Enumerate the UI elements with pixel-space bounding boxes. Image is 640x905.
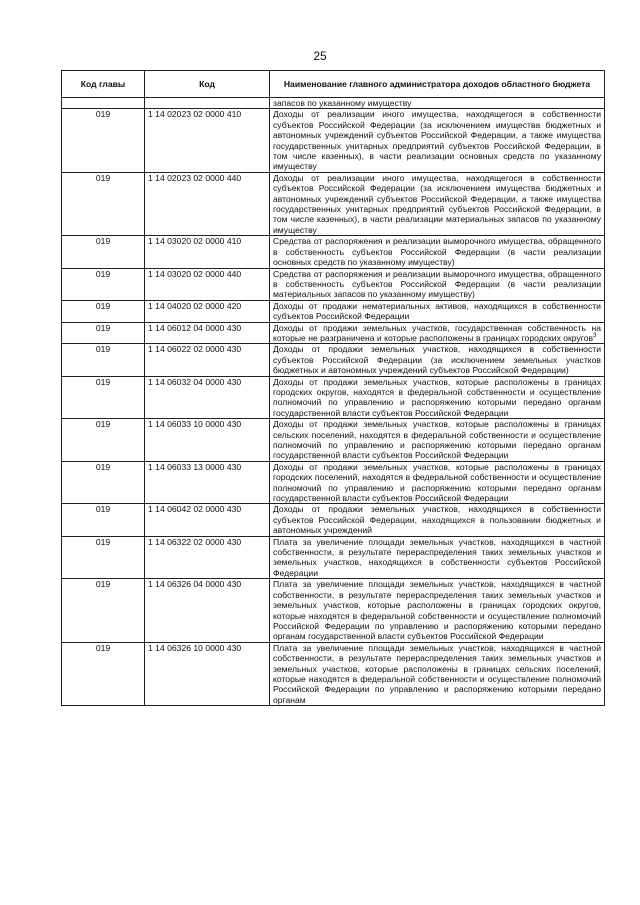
revenue-name-cell <box>270 236 605 268</box>
revenue-name-text: Плата за увеличение площади земельных участков, находящихся в частной собственности, в результате перераспределения таких земельных участков и земельных участков, которые расположены в границах сельских поселений, которые находятся в федеральной собственности и осуществление полномочий Российской Федерации по управлению и распоряжению которыми передано органам <box>273 642 601 705</box>
page-number: 25 <box>313 49 327 63</box>
budget-code-cell: 1 14 06033 13 0000 430 <box>145 461 270 504</box>
code-cell <box>145 98 270 109</box>
table-row <box>62 109 605 172</box>
table-row <box>62 642 605 705</box>
revenue-name-text: Доходы от реализации иного имущества, находящегося в собственности субъектов Российской Федерации (за исключением имущества бюджетных и автономных учреждений субъектов Российской Федерации, а также имущества государственных унитарных предприятий субъектов Российской Федерации, в том числе казенных), в части реализации основных средств по указанному имуществу <box>273 109 601 172</box>
chapter-code-cell: 019 <box>62 322 145 344</box>
budget-code-cell: 1 14 04020 02 0000 420 <box>145 300 270 322</box>
table-row <box>62 172 605 235</box>
footnote-marker: 3 <box>593 333 597 340</box>
budget-code-cell: 1 14 03020 02 0000 440 <box>145 268 270 300</box>
continuation-row <box>62 98 605 109</box>
chapter-code-cell: 019 <box>62 536 145 579</box>
revenue-name-cell <box>270 109 605 172</box>
table-row <box>62 300 605 322</box>
budget-code-cell: 1 14 06022 02 0000 430 <box>145 344 270 376</box>
budget-code-cell: 1 14 02023 02 0000 440 <box>145 172 270 235</box>
table-row <box>62 344 605 376</box>
chapter-code-cell: 019 <box>62 419 145 462</box>
revenue-name-cell <box>270 322 605 344</box>
revenue-name-cell <box>270 579 605 642</box>
revenue-name-text: Доходы от продажи земельных участков, которые расположены в границах городских округов, находятся в федеральной собственности и осуществление полномочий по управлению и распоряжению которыми передано органам государственной власти субъектов Российской Федерации <box>273 376 601 418</box>
chapter-code-cell: 019 <box>62 109 145 172</box>
revenue-name-text: Доходы от продажи нематериальных активов, находящихся в собственности субъектов Российской Федерации <box>273 300 601 322</box>
revenue-name-text: Плата за увеличение площади земельных участков, находящихся в частной собственности, в результате перераспределения таких земельных участков и земельных участков, находящихся в собственности субъектов Российской Федерации <box>273 536 601 578</box>
table-row <box>62 268 605 300</box>
revenue-name-text: Средства от распоряжения и реализации выморочного имущества, обращенного в собственность субъектов Российской Федерации (в части реализации материальных запасов по указанному имуществу) <box>273 268 601 300</box>
table-row <box>62 376 605 419</box>
chapter-code-cell: 019 <box>62 300 145 322</box>
chapter-code-cell: 019 <box>62 268 145 300</box>
budget-code-cell: 1 14 06326 10 0000 430 <box>145 642 270 705</box>
budget-code-cell: 1 14 06012 04 0000 430 <box>145 322 270 344</box>
revenue-name-cell <box>270 344 605 376</box>
revenue-name-text: Доходы от продажи земельных участков, находящихся в собственности субъектов Российской Федерации, находящихся в пользовании бюджетных и автономных учреждений <box>273 504 601 536</box>
table-row <box>62 579 605 642</box>
revenue-name-text: Доходы от продажи земельных участков, которые расположены в границах городских поселений, находятся в федеральной собственности и осуществление полномочий по управлению и распоряжению которыми передано органам государственной власти субъектов Российской Федерации <box>273 461 601 504</box>
header-admin-name: Наименование главного администратора доходов областного бюджета <box>270 71 605 98</box>
chapter-code-cell: 019 <box>62 504 145 536</box>
revenue-name-text: Плата за увеличение площади земельных участков, находящихся в частной собственности, в результате перераспределения таких земельных участков и земельных участков, которые расположены в границах городских округов, которые находятся в федеральной собственности и осуществление полномочий Российской Федерации по управлению и распоряжению которыми передано органам государственной власти субъектов Российской Федерации <box>273 579 601 642</box>
revenue-name-cell <box>270 268 605 300</box>
budget-code-cell: 1 14 02023 02 0000 410 <box>145 109 270 172</box>
chapter-code-cell: 019 <box>62 236 145 268</box>
revenue-name-cell <box>270 172 605 235</box>
chapter-code-cell: 019 <box>62 461 145 504</box>
revenue-name-cell <box>270 536 605 579</box>
table-row <box>62 236 605 268</box>
chapter-code-cell: 019 <box>62 376 145 419</box>
revenue-name-text: Доходы от продажи земельных участков, которые расположены в границах сельских поселений, находятся в федеральной собственности и осуществление полномочий по управлению и распоряжению которыми передано органам государственной власти субъектов Российской Федерации <box>273 419 601 461</box>
revenue-name-text: Средства от распоряжения и реализации выморочного имущества, обращенного в собственность субъектов Российской Федерации (в части реализации основных средств по указанному имуществу) <box>273 236 601 268</box>
table-row <box>62 536 605 579</box>
chapter-code-cell: 019 <box>62 579 145 642</box>
revenue-name-text: Доходы от реализации иного имущества, находящегося в собственности субъектов Российской Федерации (за исключением имущества бюджетных и автономных учреждений субъектов Российской Федерации, а также имущества государственных унитарных предприятий субъектов Российской Федерации, в том числе казенных), в части реализации материальных запасов по указанному имуществу <box>273 172 601 235</box>
revenue-name-text: Доходы от продажи земельных участков, государственная собственность на которые не разграничена и которые расположены в границах городских округов <box>273 322 601 343</box>
table-row <box>62 322 605 344</box>
revenue-name-text: Доходы от продажи земельных участков, находящихся в собственности субъектов Российской Федерации (за исключением земельных участков бюджетных и автономных учреждений субъектов Российской Федерации) <box>273 344 601 376</box>
chapter-code-cell: 019 <box>62 172 145 235</box>
revenue-name-cell <box>270 419 605 462</box>
revenue-name-cell <box>270 504 605 536</box>
table-row <box>62 461 605 504</box>
budget-code-cell: 1 14 06326 04 0000 430 <box>145 579 270 642</box>
header-code: Код <box>145 71 270 98</box>
revenue-administrators-table <box>61 70 605 706</box>
budget-code-cell: 1 14 06032 04 0000 430 <box>145 376 270 419</box>
revenue-name-cell <box>270 461 605 504</box>
revenue-name-cell <box>270 376 605 419</box>
budget-code-cell: 1 14 03020 02 0000 410 <box>145 236 270 268</box>
chapter-code-cell: 019 <box>62 344 145 376</box>
budget-code-cell: 1 14 06042 02 0000 430 <box>145 504 270 536</box>
revenue-name-cell <box>270 642 605 705</box>
revenue-name-cell <box>270 300 605 322</box>
header-chapter-code: Код главы <box>62 71 145 98</box>
budget-code-cell: 1 14 06322 02 0000 430 <box>145 536 270 579</box>
chapter-cell <box>62 98 145 109</box>
table-row <box>62 419 605 462</box>
table-header-row <box>62 71 605 98</box>
chapter-code-cell: 019 <box>62 642 145 705</box>
continuation-text: запасов по указанному имуществу <box>270 98 605 109</box>
budget-code-cell: 1 14 06033 10 0000 430 <box>145 419 270 462</box>
table-row <box>62 504 605 536</box>
